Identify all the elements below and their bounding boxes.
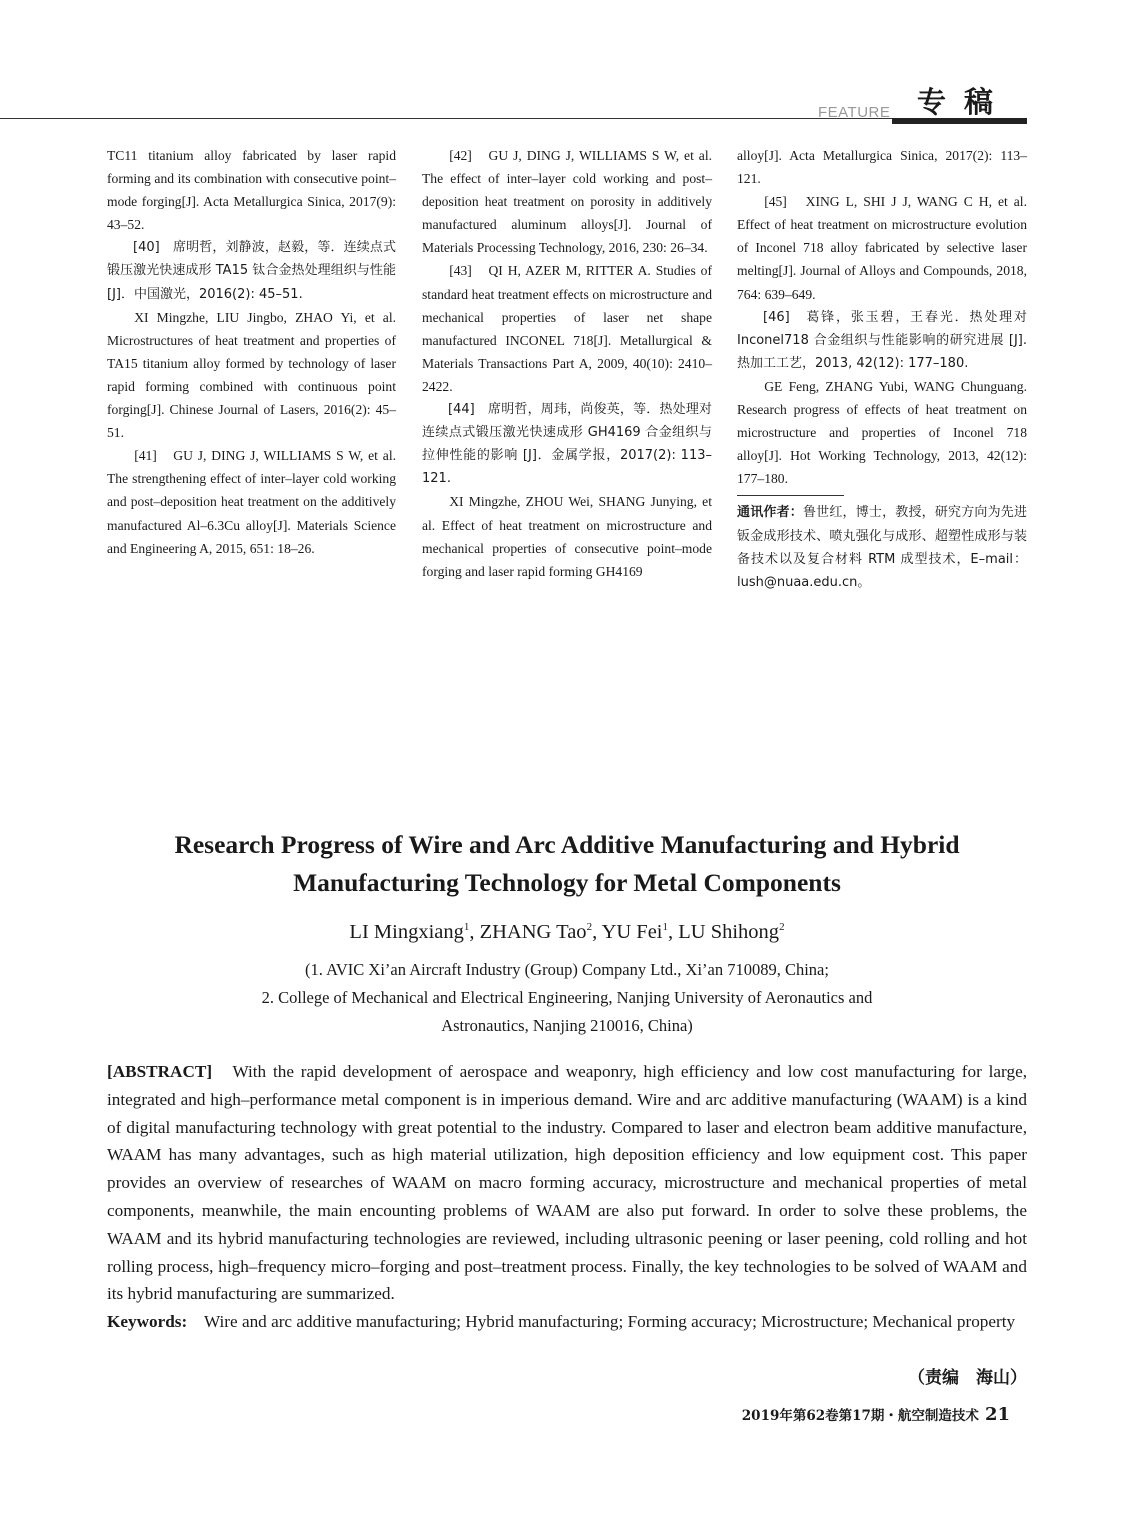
reference-entry: TC11 titanium alloy fabricated by laser rapid forming and its combination with consecutive point–mode forging[J]. Acta Metallurgica Sinica, 2017(9): 43–52. xyxy=(107,148,396,233)
journal-info: 2019年第62卷第17期・航空制造技术 xyxy=(741,1408,979,1424)
reference-entry: XI Mingzhe, LIU Jingbo, ZHAO Yi, et al. Microstructures of heat treatment and properties of TA15 titanium alloy formed by technology of laser rapid forming combined with continuous point forging[J]. Chinese Journal of Lasers, 2016(2): 45–51. xyxy=(107,309,396,441)
author-name: YU Fei xyxy=(601,921,663,943)
keywords-text: Wire and arc additive manufacturing; Hybrid manufacturing; Forming accuracy; Microstructure; Mechanical property xyxy=(204,1312,1016,1331)
title-line: Research Progress of Wire and Arc Additive Manufacturing and Hybrid xyxy=(174,830,960,859)
contact-divider xyxy=(737,495,844,496)
abstract-label: [ABSTRACT] xyxy=(107,1062,213,1081)
header-rule xyxy=(0,118,892,119)
reference-entry: [41] GU J, DING J, WILLIAMS S W, et al. The strengthening effect of inter–layer cold working and post–deposition heat treatment on the additively manufactured Al–6.3Cu alloy[J]. Materials Science and Engineering A, 2015, 651: 18–26. xyxy=(107,448,396,556)
contact-text: 鲁世红，博士，教授，研究方向为先进钣金成形技术、喷丸强化与成形、超塑性成形与装备技术以及复合材料 RTM 成型技术，E–mail：lush@nuaa.edu.cn。 xyxy=(737,505,1027,590)
section-title: 专稿 xyxy=(917,85,1012,119)
keywords xyxy=(107,1308,1027,1336)
affiliation-line: Astronautics, Nanjing 210016, China) xyxy=(441,1016,693,1035)
affiliation-line: (1. AVIC Xi’an Aircraft Industry (Group) Company Ltd., Xi’an 710089, China; xyxy=(305,960,829,979)
references-column-3 xyxy=(737,144,1027,594)
title-line: Manufacturing Technology for Metal Components xyxy=(293,868,841,897)
reference-entry: [42] GU J, DING J, WILLIAMS S W, et al. The effect of inter–layer cold working and post–deposition heat treatment on porosity in additively manufactured aluminum alloys[J]. Journal of Materials Processing Technology, 2016, 230: 26–34. xyxy=(422,148,712,256)
author-affiliation-mark: 2 xyxy=(779,921,785,934)
author-name: LI Mingxiang xyxy=(349,921,464,943)
keywords-label: Keywords: xyxy=(107,1312,188,1331)
page-number: 21 xyxy=(984,1404,1010,1425)
section-feature-label: FEATURE xyxy=(818,104,891,121)
author-affiliation-mark: 2 xyxy=(586,921,593,934)
affiliations xyxy=(107,956,1027,1040)
author-list: LI Mingxiang$^1$, ZHANG Tao$^2$, YU Fei$^1$, LU Shihong$^2$ xyxy=(349,921,785,943)
reference-entry: alloy[J]. Acta Metallurgica Sinica, 2017(2): 113–121. xyxy=(737,148,1027,187)
reference-entry: [40] 席明哲，刘静波，赵毅，等．连续点式锻压激光快速成形 TA15 钛合金热处理组织与性能 [J]．中国激光，2016(2): 45–51. xyxy=(107,240,396,302)
reference-entry: [45] XING L, SHI J J, WANG C H, et al. Effect of heat treatment on microstructure evolution of Inconel 718 alloy fabricated by selective laser melting[J]. Journal of Alloys and Compounds, 2018, 764: 639–649. xyxy=(737,194,1027,302)
reference-entry: [43] QI H, AZER M, RITTER A. Studies of standard heat treatment effects on microstructure and mechanical properties of laser net shape manufactured INCONEL 718[J]. Metallurgical & Materials Transactions Part A, 2009, 40(10): 2410–2422. xyxy=(422,263,712,394)
references-column-2 xyxy=(422,144,712,583)
references-column-1 xyxy=(107,144,396,560)
article-title xyxy=(107,826,1027,902)
corresponding-author xyxy=(737,501,1027,593)
affiliation-line: 2. College of Mechanical and Electrical Engineering, Nanjing University of Aeronautics and xyxy=(261,988,873,1007)
abstract xyxy=(107,1058,1027,1308)
author-affiliation-mark: 1 xyxy=(463,921,470,934)
abstract-text: With the rapid development of aerospace and weaponry, high efficiency and low cost manufacturing for large, integrated and high–performance metal component is in imperious demand. Wire and arc additive manufacturing (WAAM) is a kind of digital manufacturing technology with great potential to the industry. Compared to laser and electron beam additive manufacture, WAAM has many advantages, such as high material utilization, high deposition efficiency and low equipment cost. This paper provides an overview of researches of WAAM on macro forming accuracy, microstructure and mechanical properties of metal components, meanwhile, the main encounting problems of WAAM are also put forward. In order to solve these problems, the WAAM and its hybrid manufacturing technologies are reviewed, including ultrasonic peening or laser peening, cold rolling and hot rolling process, high–frequency micro–forging and post–treatment process. Finally, the key technologies to be solved of WAAM and its hybrid manufacturing are summarized. xyxy=(107,1062,1027,1304)
reference-entry: GE Feng, ZHANG Yubi, WANG Chunguang. Research progress of effects of heat treatment on microstructure and properties of Inconel 718 alloy[J]. Hot Working Technology, 2013, 42(12): 177–180. xyxy=(737,378,1027,487)
author-name: LU Shihong xyxy=(678,921,780,943)
editor-note: （责编 海山） xyxy=(908,1368,1027,1388)
author-affiliation-mark: 1 xyxy=(662,921,668,934)
contact-label: 通讯作者： xyxy=(737,505,803,521)
reference-entry: [44] 席明哲，周玮，尚俊英，等．热处理对连续点式锻压激光快速成形 GH4169 合金组织与拉伸性能的影响 [J]．金属学报，2017(2): 113–121. xyxy=(422,402,712,487)
reference-entry: XI Mingzhe, ZHOU Wei, SHANG Junying, et al. Effect of heat treatment on microstructure and mechanical properties of consecutive point–mode forging and laser rapid forming GH4169 xyxy=(422,494,712,579)
author-name: ZHANG Tao xyxy=(479,921,587,943)
page-footer xyxy=(700,1404,1010,1425)
reference-entry: [46] 葛锋，张玉碧，王春光．热处理对 Inconel718 合金组织与性能影响的研究进展 [J]. 热加工工艺，2013, 42(12): 177–180. xyxy=(737,309,1027,371)
